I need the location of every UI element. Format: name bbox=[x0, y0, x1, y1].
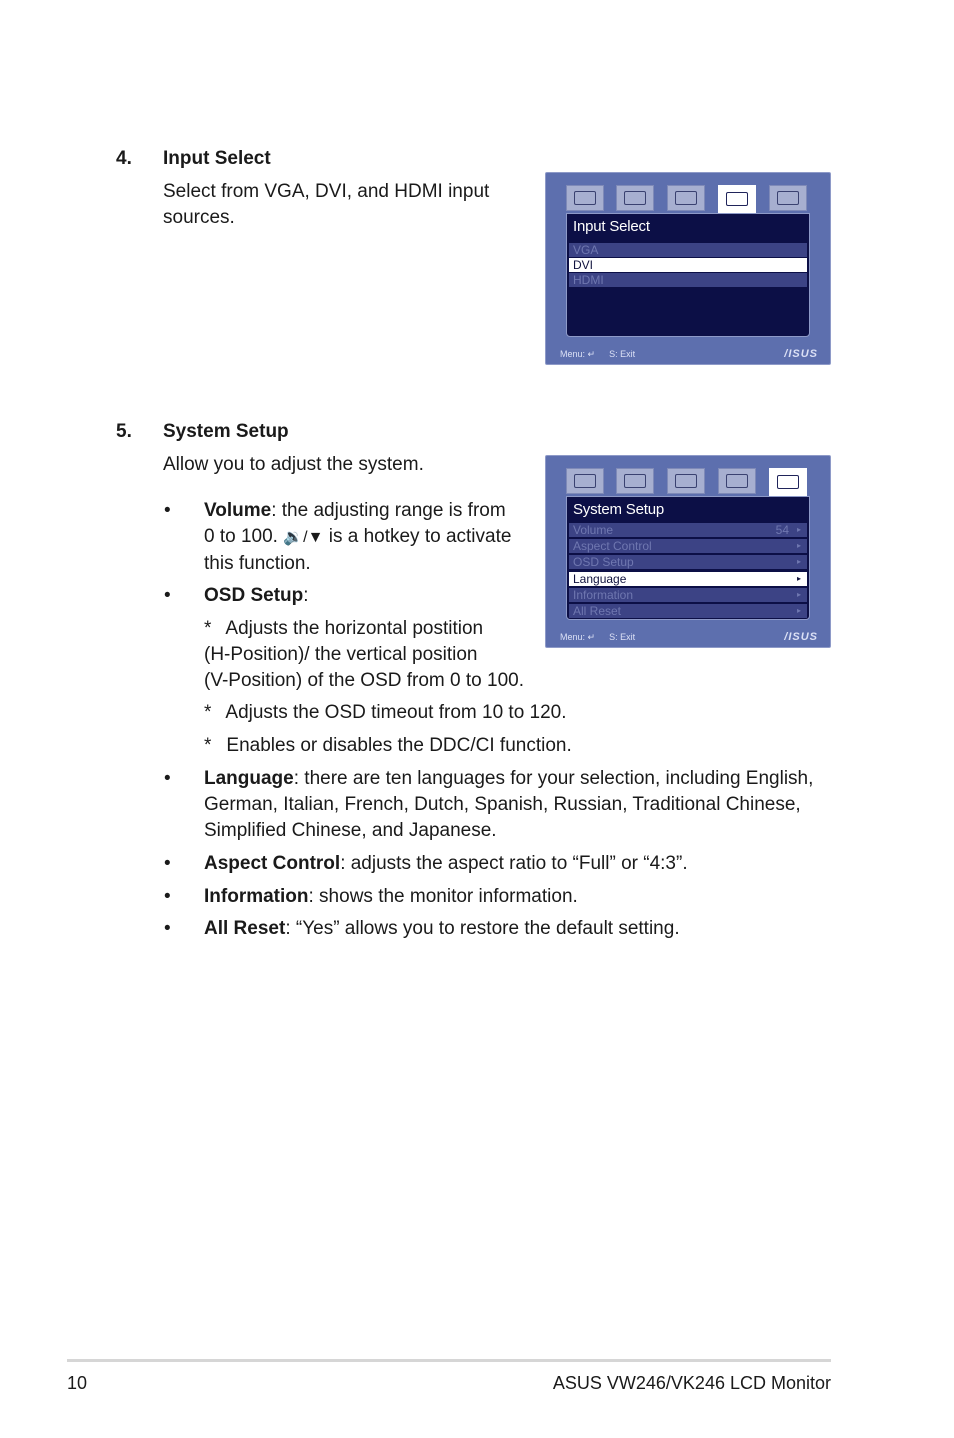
note-star: * bbox=[204, 735, 212, 756]
osd-footer bbox=[560, 349, 635, 359]
osd-menu-row bbox=[569, 243, 807, 257]
osd-tab-splendid-icon bbox=[566, 185, 604, 211]
osd-menu-panel bbox=[566, 213, 810, 337]
aspect-control-term: Aspect Control bbox=[204, 853, 341, 874]
osd-menu-panel bbox=[566, 496, 810, 620]
osd-menu-row bbox=[569, 555, 807, 569]
note-text: (V-Position) of the OSD from 0 to 100. bbox=[204, 670, 524, 691]
osd-menu-row bbox=[569, 273, 807, 287]
footer-rule bbox=[67, 1359, 831, 1362]
osd-row-label: Volume bbox=[573, 523, 614, 537]
osd-menu-row bbox=[569, 539, 807, 553]
information-text: : shows the monitor information. bbox=[308, 886, 578, 907]
osd-tab-input-icon bbox=[718, 468, 756, 494]
osd-tab-bar bbox=[566, 468, 810, 496]
osd-system-setup-screenshot bbox=[545, 455, 831, 648]
osd-tab-color-icon bbox=[667, 468, 705, 494]
osd-tab-image-icon bbox=[616, 468, 654, 494]
osd-row-value: 54 bbox=[775, 523, 789, 537]
osd-setup-note bbox=[204, 616, 544, 694]
osd-tab-image-icon bbox=[616, 185, 654, 211]
bullet: • bbox=[164, 918, 171, 939]
bullet: • bbox=[164, 853, 171, 874]
bullet: • bbox=[164, 500, 171, 521]
language-text: Simplified Chinese, and Japanese. bbox=[204, 820, 497, 841]
bullet: • bbox=[164, 886, 171, 907]
volume-text: 0 to 100. bbox=[204, 526, 278, 547]
section-4-description bbox=[163, 179, 523, 231]
chevron-right-icon: ▸ bbox=[796, 574, 801, 583]
section-5-title: System Setup bbox=[163, 421, 289, 442]
osd-setup-note bbox=[204, 700, 567, 726]
osd-tab-system-icon bbox=[769, 468, 807, 496]
osd-tab-system-icon bbox=[769, 185, 807, 211]
osd-input-select-screenshot bbox=[545, 172, 831, 365]
note-text: Enables or disables the DDC/CI function. bbox=[226, 735, 572, 756]
osd-menu-row-selected bbox=[569, 572, 807, 586]
osd-setup-note bbox=[204, 733, 572, 759]
osd-row-label: HDMI bbox=[573, 273, 604, 287]
asus-logo: /ISUS bbox=[784, 348, 818, 360]
volume-text: : the adjusting range is from bbox=[271, 500, 506, 521]
all-reset-term: All Reset bbox=[204, 918, 286, 939]
section-4-title: Input Select bbox=[163, 148, 271, 169]
osd-row-label: Language bbox=[573, 572, 627, 586]
osd-menu-row bbox=[569, 604, 807, 618]
language-text: : there are ten languages for your selection, including English, bbox=[293, 768, 814, 789]
chevron-right-icon: ▸ bbox=[796, 525, 801, 534]
volume-term: Volume bbox=[204, 500, 272, 521]
osd-row-label: DVI bbox=[573, 258, 594, 272]
chevron-right-icon: ▸ bbox=[796, 606, 801, 615]
note-text: Adjusts the horizontal postition bbox=[225, 618, 484, 639]
chevron-right-icon: ▸ bbox=[796, 590, 801, 599]
chevron-right-icon: ▸ bbox=[796, 557, 801, 566]
osd-tab-bar bbox=[566, 185, 810, 213]
page-number: 10 bbox=[67, 1373, 88, 1393]
document-title: ASUS VW246/VK246 LCD Monitor bbox=[552, 1373, 831, 1393]
osd-panel-title: Input Select bbox=[573, 218, 650, 235]
aspect-control-text: : adjusts the aspect ratio to “Full” or “4:3”. bbox=[340, 853, 688, 874]
section-5-number: 5. bbox=[116, 421, 132, 442]
osd-footer-exit: S: Exit bbox=[609, 349, 636, 359]
osd-row-label: VGA bbox=[573, 243, 599, 257]
osd-footer-exit: S: Exit bbox=[609, 632, 636, 642]
chevron-right-icon: ▸ bbox=[796, 541, 801, 550]
note-text: Adjusts the OSD timeout from 10 to 120. bbox=[225, 702, 567, 723]
volume-hotkey-icon: 🔉/▼ bbox=[283, 529, 324, 546]
note-text: (H-Position)/ the vertical position bbox=[204, 644, 478, 665]
osd-footer-menu: Menu: ↵ bbox=[560, 632, 596, 642]
osd-footer bbox=[560, 632, 635, 642]
bullet: • bbox=[164, 768, 171, 789]
all-reset-item bbox=[204, 916, 680, 942]
asus-logo: /ISUS bbox=[784, 631, 818, 643]
osd-row-label: All Reset bbox=[573, 604, 622, 618]
information-term: Information bbox=[204, 886, 309, 907]
all-reset-text: : “Yes” allows you to restore the default setting. bbox=[285, 918, 680, 939]
osd-menu-row-selected bbox=[569, 258, 807, 272]
volume-text: is a hotkey to activate bbox=[328, 526, 512, 547]
language-item bbox=[204, 766, 834, 844]
note-star: * bbox=[204, 618, 212, 639]
osd-menu-row bbox=[569, 523, 807, 537]
section-4-description-line: sources. bbox=[163, 207, 235, 228]
volume-text: this function. bbox=[204, 553, 311, 574]
osd-tab-input-icon bbox=[718, 185, 756, 213]
osd-row-label: Aspect Control bbox=[573, 539, 652, 553]
osd-setup-colon: : bbox=[303, 585, 309, 606]
section-4-number: 4. bbox=[116, 148, 132, 169]
language-text: German, Italian, French, Dutch, Spanish, Russian, Traditional Chinese, bbox=[204, 794, 801, 815]
bullet: • bbox=[164, 585, 171, 606]
osd-setup-term: OSD Setup bbox=[204, 585, 304, 606]
osd-tab-color-icon bbox=[667, 185, 705, 211]
osd-row-label: OSD Setup bbox=[573, 555, 634, 569]
osd-panel-title: System Setup bbox=[573, 501, 664, 518]
language-term: Language bbox=[204, 768, 294, 789]
osd-row-label: Information bbox=[573, 588, 634, 602]
information-item bbox=[204, 884, 578, 910]
osd-footer-menu: Menu: ↵ bbox=[560, 349, 596, 359]
section-4-description-line: Select from VGA, DVI, and HDMI input bbox=[163, 181, 490, 202]
note-star: * bbox=[204, 702, 212, 723]
section-5-description: Allow you to adjust the system. bbox=[163, 454, 424, 475]
osd-menu-row bbox=[569, 588, 807, 602]
volume-item bbox=[204, 498, 534, 577]
aspect-control-item bbox=[204, 851, 688, 877]
osd-tab-splendid-icon bbox=[566, 468, 604, 494]
osd-setup-item bbox=[204, 583, 309, 609]
